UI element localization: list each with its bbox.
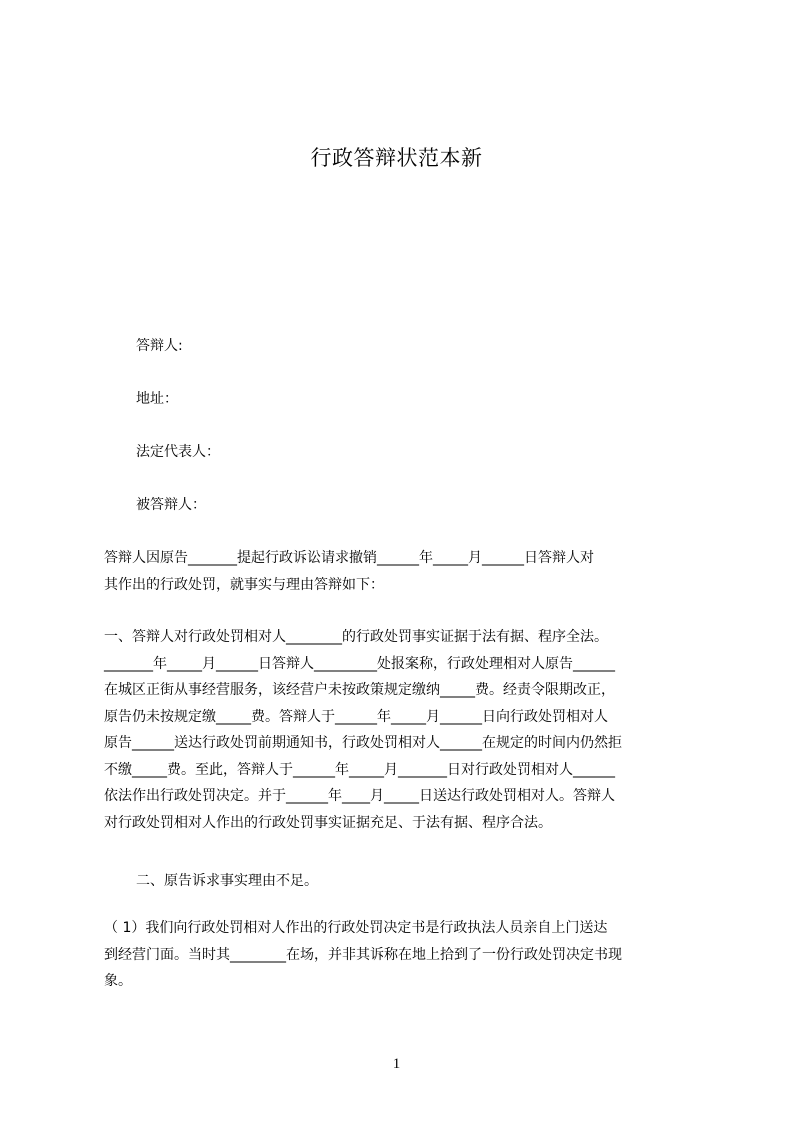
intro-line: 答辩人因原告_______提起行政诉讼请求撤销______年_____月______日答辩人对 [104,550,594,566]
section1-line: 依法作出行政处罚决定。并于______年____月_____日送达行政处罚相对人。答辩人 [104,788,615,804]
section1-line: 在城区正街从事经营服务，该经营户未按政策规定缴纳_____费。经责令限期改正， [104,682,615,698]
intro-paragraph [104,545,704,598]
section1-line: 一、答辩人对行政处罚相对人________的行政处罚事实证据于法有据、程序全法。 [104,629,608,645]
section2-heading: 二、原告诉求事实理由不足。 [136,873,318,889]
section1-line: _______年_____月______日答辩人_________处报案称，行政处理相对人原告______ [104,655,615,672]
section2-line: （ 1）我们向行政处罚相对人作出的行政处罚决定书是行政执法人员亲自上门送达 [104,920,608,936]
document-title: 行政答辩状范本新 [310,146,483,170]
legal-representative-field: 法定代表人： [136,444,220,460]
page-number: 1 [392,1056,401,1072]
section1-paragraph [104,624,704,836]
section2-line: 到经营门面。当时其________在场，并非其诉称在地上拾到了一份行政处罚决定书现 [104,946,622,963]
section2-line: 象。 [104,973,132,989]
section1-line: 不缴_____费。至此，答辩人于______年_____月_______日对行政处罚相对人______ [104,761,615,778]
address-field: 地址： [136,391,178,407]
section2-item1-paragraph [104,915,704,995]
intro-line: 其作出的行政处罚，就事实与理由答辩如下： [104,576,384,593]
respondent-field: 答辩人: [136,338,183,354]
section1-line: 原告______送达行政处罚前期通知书，行政处罚相对人______在规定的时间内仍然拒 [104,735,622,751]
section1-line: 原告仍未按规定缴_____费。答辩人于______年_____月______日向行政处罚相对人 [104,708,608,725]
section1-line: 对行政处罚相对人作出的行政处罚事实证据充足、于法有据、程序合法。 [104,814,552,831]
defendant-field: 被答辩人： [136,497,206,513]
